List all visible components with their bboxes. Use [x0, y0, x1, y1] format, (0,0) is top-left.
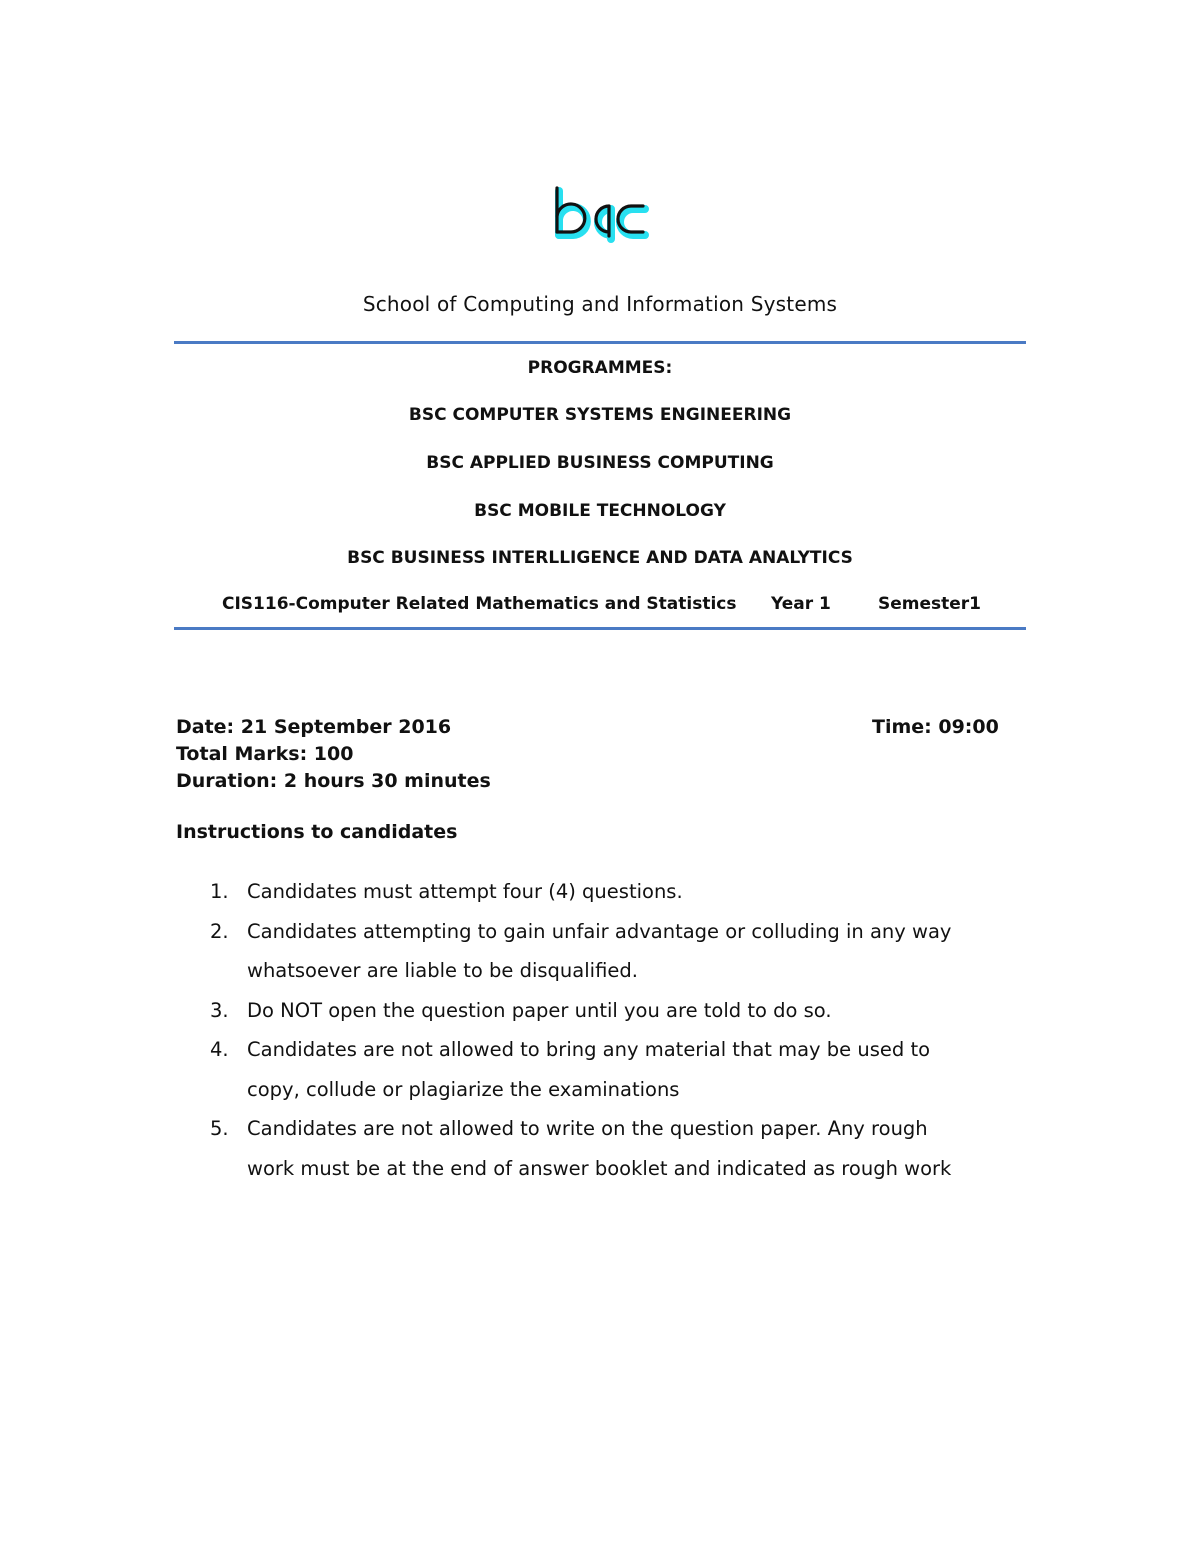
instruction-number: 3.: [210, 998, 229, 1022]
instruction-text: Candidates attempting to gain unfair advantage or colluding in any way: [247, 919, 952, 943]
course-semester: Semester1: [878, 594, 982, 614]
exam-duration: Duration: 2 hours 30 minutes: [176, 770, 491, 792]
instruction-text: Candidates are not allowed to write on the question paper. Any rough: [247, 1117, 928, 1140]
exam-time: Time: 09:00: [872, 716, 999, 738]
instruction-item: [176, 1109, 1026, 1188]
instruction-item: [176, 1030, 1026, 1109]
bottom-divider: [174, 627, 1026, 630]
instruction-text: Candidates are not allowed to bring any material that may be used to: [247, 1038, 931, 1061]
instruction-item: [176, 991, 1026, 1031]
programme-item: BSC APPLIED BUSINESS COMPUTING: [426, 453, 774, 473]
instruction-number: 5.: [210, 1117, 229, 1140]
instruction-text: whatsoever are liable to be disqualified.: [247, 959, 638, 982]
instruction-number: 2.: [210, 919, 229, 943]
bac-logo: [545, 180, 655, 250]
programme-item: BSC MOBILE TECHNOLOGY: [474, 501, 726, 521]
instruction-number: 4.: [210, 1038, 229, 1061]
instruction-item: [176, 912, 1026, 991]
course-year: Year 1: [771, 594, 831, 614]
programme-item: BSC COMPUTER SYSTEMS ENGINEERING: [408, 405, 792, 425]
top-divider: [174, 341, 1026, 344]
programme-item: BSC BUSINESS INTERLLIGENCE AND DATA ANALYTICS: [347, 548, 853, 568]
total-marks: Total Marks: 100: [176, 743, 354, 765]
instruction-number: 1.: [210, 880, 229, 903]
instructions-list: [176, 872, 1026, 1188]
course-title: CIS116-Computer Related Mathematics and Statistics: [222, 594, 737, 614]
instruction-text: copy, collude or plagiarize the examinations: [247, 1077, 680, 1101]
instruction-text: Candidates must attempt four (4) questions.: [247, 880, 683, 903]
exam-date: Date: 21 September 2016: [176, 716, 452, 738]
instruction-text: Do NOT open the question paper until you are told to do so.: [247, 998, 832, 1022]
instructions-heading: Instructions to candidates: [176, 821, 458, 843]
instruction-item: [176, 872, 1026, 912]
school-title: School of Computing and Information Systems: [362, 292, 838, 316]
programmes-heading: PROGRAMMES:: [527, 358, 673, 378]
instruction-text: work must be at the end of answer booklet and indicated as rough work: [247, 1156, 952, 1180]
